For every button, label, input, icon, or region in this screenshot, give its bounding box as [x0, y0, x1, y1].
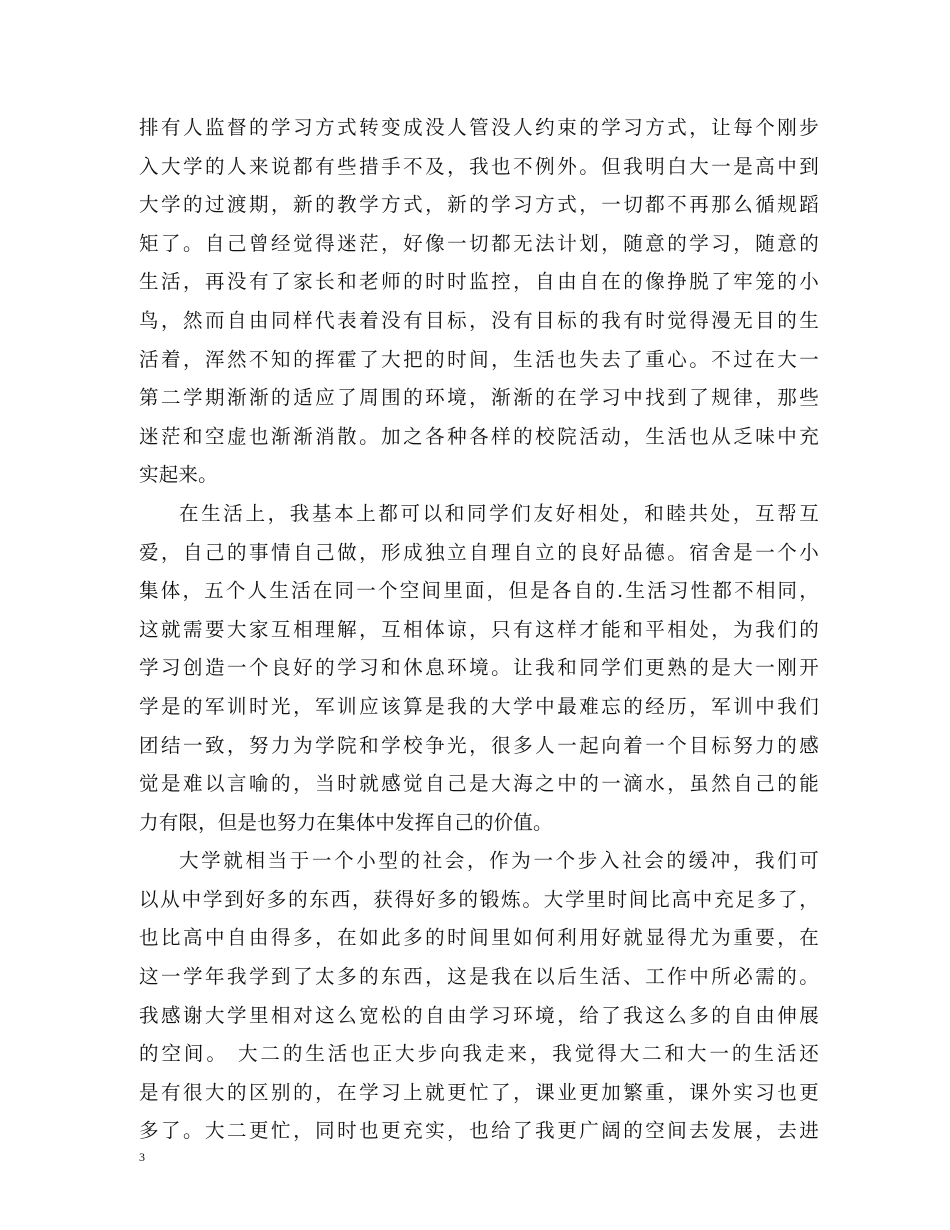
text-line: 这就需要大家互相理解，互相体谅，只有这样才能和平相处，为我们的	[139, 617, 819, 641]
text-line: 学是的军训时光，军训应该算是我的大学中最难忘的经历，军训中我们	[139, 694, 819, 718]
text-line: 大学就相当于一个小型的社会，作为一个步入社会的缓冲，我们可	[179, 849, 819, 873]
text-line: 我感谢大学里相对这么宽松的自由学习环境，给了我这么多的自由伸展	[139, 1003, 819, 1027]
text-line: 迷茫和空虚也渐渐消散。加之各种各样的校院活动，生活也从乏味中充	[139, 424, 819, 448]
text-line: 是有很大的区别的，在学习上就更忙了，课业更加繁重，课外实习也更	[139, 1080, 819, 1104]
text-line: 以从中学到好多的东西，获得好多的锻炼。大学里时间比高中充足多了，	[139, 887, 819, 911]
text-line: 学习创造一个良好的学习和休息环境。让我和同学们更熟的是大一刚开	[139, 656, 819, 680]
text-line: 第二学期渐渐的适应了周围的环境，渐渐的在学习中找到了规律，那些	[139, 386, 819, 410]
text-line: 团结一致，努力为学院和学校争光，很多人一起向着一个目标努力的感	[139, 733, 819, 757]
text-line: 矩了。自己曾经觉得迷茫，好像一切都无法计划，随意的学习，随意的	[139, 231, 819, 255]
text-line: 也比高中自由得多，在如此多的时间里如何利用好就显得尤为重要，在	[139, 926, 819, 950]
text-line: 实起来。	[139, 463, 218, 487]
text-line: 觉是难以言喻的，当时就感觉自己是大海之中的一滴水，虽然自己的能	[139, 772, 819, 796]
text-line: 排有人监督的学习方式转变成没人管没人约束的学习方式，让每个刚步	[139, 116, 819, 139]
text-line: 入大学的人来说都有些措手不及，我也不例外。但我明白大一是高中到	[139, 154, 819, 178]
text-line: 生活，再没有了家长和老师的时时监控，自由自在的像挣脱了牢笼的小	[139, 270, 819, 294]
text-line: 集体，五个人生活在同一个空间里面，但是各自的.生活习性都不相同，	[139, 579, 819, 603]
body-text	[139, 109, 819, 1151]
text-line: 爱，自己的事情自己做，形成独立自理自立的良好品德。宿舍是一个小	[139, 540, 819, 564]
text-line: 力有限，但是也努力在集体中发挥自己的价值。	[139, 810, 553, 834]
text-line: 活着，浑然不知的挥霍了大把的时间，生活也失去了重心。不过在大一	[139, 347, 819, 371]
text-line: 在生活上，我基本上都可以和同学们友好相处，和睦共处，互帮互	[179, 501, 819, 525]
text-line: 鸟，然而自由同样代表着没有目标，没有目标的我有时觉得漫无目的生	[139, 308, 819, 332]
text-line: 大学的过渡期，新的教学方式，新的学习方式，一切都不再那么循规蹈	[139, 193, 819, 217]
text-line: 的空间。 大二的生活也正大步向我走来，我觉得大二和大一的生活还	[139, 1042, 819, 1066]
text-line: 多了。大二更忙，同时也更充实，也给了我更广阔的空间去发展，去进	[139, 1119, 819, 1143]
text-line: 这一学年我学到了太多的东西，这是我在以后生活、工作中所必需的。	[139, 965, 819, 989]
page-number: 3	[139, 1150, 145, 1164]
